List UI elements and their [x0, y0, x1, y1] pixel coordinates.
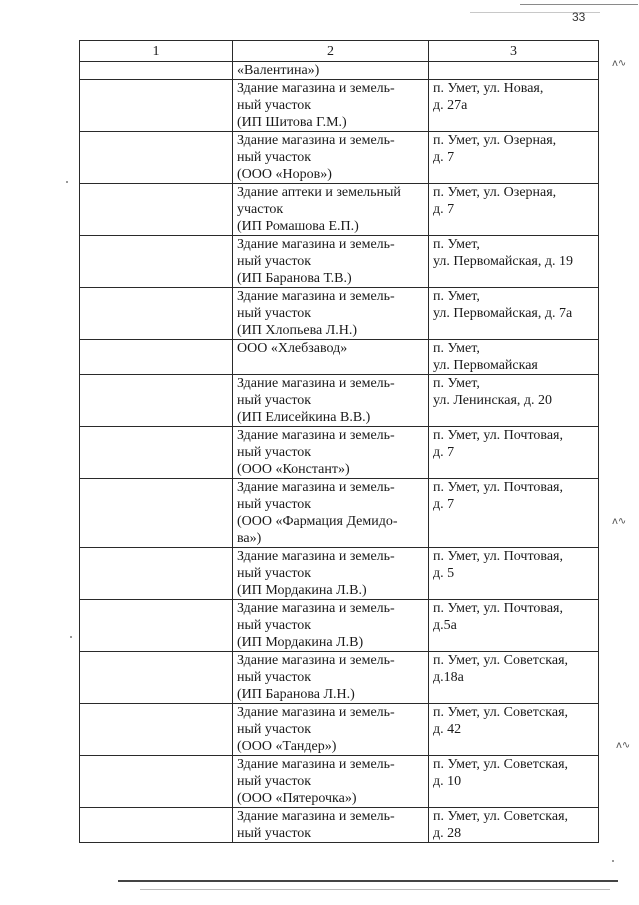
scan-top-rule: [520, 4, 638, 5]
column-header-3: 3: [429, 41, 599, 62]
continuation-row: [80, 62, 599, 80]
scan-margin-mark: ʌ∿: [612, 58, 627, 69]
continuation-cell: «Валентина»): [233, 62, 429, 80]
objects-table: [79, 40, 599, 843]
address-cell: п. Умет, ул. Почтовая, д. 7: [429, 427, 599, 479]
address-cell: п. Умет, ул. Советская, д. 42: [429, 704, 599, 756]
table-row: [80, 236, 599, 288]
object-name-cell: ООО «Хлебзавод»: [233, 340, 429, 375]
object-name-cell: Здание магазина и земель- ный участок (ИП Елисейкина В.В.): [233, 375, 429, 427]
table-row: [80, 808, 599, 843]
object-name-cell: Здание магазина и земель- ный участок (ООО «Норов»): [233, 132, 429, 184]
address-cell: п. Умет, ул. Озерная, д. 7: [429, 132, 599, 184]
address-cell: п. Умет, ул. Советская, д.18а: [429, 652, 599, 704]
object-name-cell: Здание магазина и земель- ный участок (ООО «Пятерочка»): [233, 756, 429, 808]
table-cell-col1: [80, 756, 233, 808]
address-cell: п. Умет, ул. Ленинская, д. 20: [429, 375, 599, 427]
scan-margin-mark: ʌ∿: [612, 516, 627, 527]
table-row: [80, 756, 599, 808]
object-name-cell: Здание магазина и земель- ный участок (ИП Хлопьева Л.Н.): [233, 288, 429, 340]
object-name-cell: Здание магазина и земель- ный участок (ООО «Фармация Демидо- ва»): [233, 479, 429, 548]
page-number: 33: [572, 10, 586, 24]
table-row: [80, 375, 599, 427]
object-name-cell: Здание магазина и земель- ный участок (ИП Баранова Л.Н.): [233, 652, 429, 704]
scan-bottom-rule: [118, 880, 618, 882]
table-row: [80, 479, 599, 548]
table-row: [80, 652, 599, 704]
address-cell: п. Умет, ул. Советская, д. 28: [429, 808, 599, 843]
address-cell: п. Умет, ул. Советская, д. 10: [429, 756, 599, 808]
table-row: [80, 340, 599, 375]
address-cell: п. Умет, ул. Первомайская: [429, 340, 599, 375]
table-cell-col1: [80, 375, 233, 427]
column-header-2: 2: [233, 41, 429, 62]
address-cell: п. Умет, ул. Почтовая, д. 7: [429, 479, 599, 548]
table-body: [80, 62, 599, 843]
scan-bottom-rule-faint: [140, 889, 610, 890]
table-cell-col3: [429, 62, 599, 80]
table-cell-col1: [80, 132, 233, 184]
table-row: [80, 132, 599, 184]
table-row: [80, 184, 599, 236]
table-cell-col1: [80, 288, 233, 340]
table-cell-col1: [80, 652, 233, 704]
object-name-cell: Здание аптеки и земельный участок (ИП Ромашова Е.П.): [233, 184, 429, 236]
table-cell-col1: [80, 184, 233, 236]
table-cell-col1: [80, 600, 233, 652]
table-cell-col1: [80, 704, 233, 756]
address-cell: п. Умет, ул. Первомайская, д. 19: [429, 236, 599, 288]
address-cell: п. Умет, ул. Почтовая, д.5а: [429, 600, 599, 652]
scan-speck: [612, 860, 614, 862]
object-name-cell: Здание магазина и земель- ный участок (ООО «Тандер»): [233, 704, 429, 756]
table-header-row: [80, 41, 599, 62]
object-name-cell: Здание магазина и земель- ный участок (ИП Шитова Г.М.): [233, 80, 429, 132]
table-row: [80, 704, 599, 756]
object-name-cell: Здание магазина и земель- ный участок (ИП Мордакина Л.В.): [233, 548, 429, 600]
table-cell-col1: [80, 808, 233, 843]
column-header-1: 1: [80, 41, 233, 62]
address-cell: п. Умет, ул. Почтовая, д. 5: [429, 548, 599, 600]
table-row: [80, 288, 599, 340]
table-cell-col1: [80, 62, 233, 80]
table-cell-col1: [80, 236, 233, 288]
scan-speck: [70, 636, 72, 638]
table-cell-col1: [80, 340, 233, 375]
object-name-cell: Здание магазина и земель- ный участок (ИП Баранова Т.В.): [233, 236, 429, 288]
table-cell-col1: [80, 548, 233, 600]
address-cell: п. Умет, ул. Первомайская, д. 7а: [429, 288, 599, 340]
object-name-cell: Здание магазина и земель- ный участок (ООО «Констант»): [233, 427, 429, 479]
table-row: [80, 548, 599, 600]
table-cell-col1: [80, 80, 233, 132]
table-row: [80, 80, 599, 132]
table-row: [80, 600, 599, 652]
address-cell: п. Умет, ул. Новая, д. 27а: [429, 80, 599, 132]
object-name-cell: Здание магазина и земель- ный участок: [233, 808, 429, 843]
object-name-cell: Здание магазина и земель- ный участок (ИП Мордакина Л.В): [233, 600, 429, 652]
scan-speck: [66, 181, 68, 183]
scan-margin-mark: ʌ∿: [616, 740, 631, 751]
table-cell-col1: [80, 427, 233, 479]
table-cell-col1: [80, 479, 233, 548]
address-cell: п. Умет, ул. Озерная, д. 7: [429, 184, 599, 236]
table-row: [80, 427, 599, 479]
